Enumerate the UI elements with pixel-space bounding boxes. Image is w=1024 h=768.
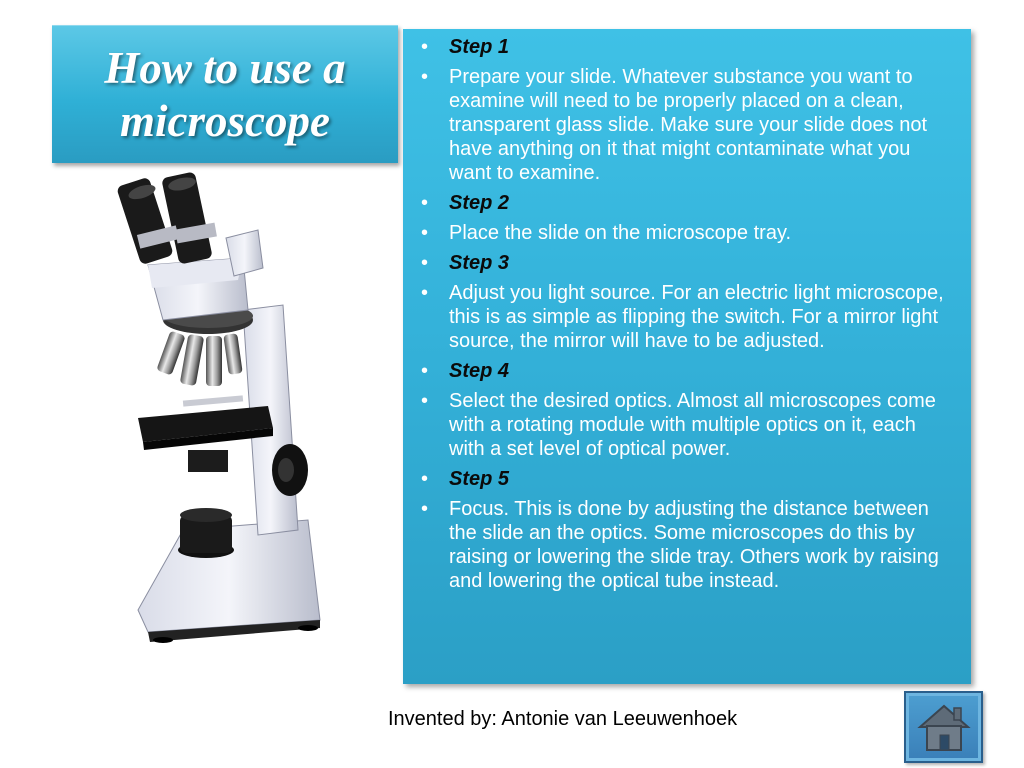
step-heading — [415, 359, 957, 383]
home-icon — [914, 699, 974, 755]
step-description-text: Focus. This is done by adjusting the distance between the slide an the optics. Some microscopes do this by raising or lowering the slide tray. Others work by raising and lowering the optical tube instead. — [449, 498, 939, 592]
steps-list — [415, 35, 957, 593]
step-heading — [415, 191, 957, 215]
bullet-icon: • — [421, 282, 429, 304]
step-description-text: Place the slide on the microscope tray. — [449, 222, 792, 244]
step-description-text: Adjust you light source. For an electric light microscope, this is as simple as flipping the switch. For a mirror light source, the mirror will have to be adjusted. — [449, 282, 944, 352]
step-heading-label: Step 2 — [449, 192, 510, 214]
step-heading — [415, 467, 957, 491]
bullet-icon: • — [421, 252, 429, 274]
page-title: How to use a microscope — [104, 42, 346, 146]
bullet-icon: • — [421, 360, 429, 382]
step-heading — [415, 251, 957, 275]
microscope-illustration — [108, 170, 338, 650]
bullet-icon: • — [421, 498, 429, 520]
bullet-icon: • — [421, 36, 429, 58]
bullet-icon: • — [421, 390, 429, 412]
step-description — [415, 497, 957, 593]
bullet-icon: • — [421, 468, 429, 490]
steps-panel — [403, 29, 971, 684]
step-heading-label: Step 1 — [449, 36, 510, 58]
step-heading — [415, 35, 957, 59]
step-description — [415, 65, 957, 185]
bullet-icon: • — [421, 192, 429, 214]
inventor-caption: Invented by: Antonie van Leeuwenhoek — [388, 708, 738, 730]
step-heading-label: Step 4 — [449, 360, 510, 382]
step-description — [415, 281, 957, 353]
step-description-text: Prepare your slide. Whatever substance you want to examine will need to be properly placed on a clean, transparent glass slide. Make sure your slide does not have anything on it that might contaminate what you want to examine. — [449, 66, 928, 184]
bullet-icon: • — [421, 66, 429, 88]
bullet-icon: • — [421, 222, 429, 244]
home-button[interactable] — [904, 691, 983, 763]
title-banner — [52, 25, 398, 163]
step-description — [415, 389, 957, 461]
step-heading-label: Step 3 — [449, 252, 510, 274]
step-heading-label: Step 5 — [449, 468, 510, 490]
step-description-text: Select the desired optics. Almost all microscopes come with a rotating module with multiple optics on it, each with a set level of optical power. — [449, 390, 936, 460]
step-description — [415, 221, 957, 245]
